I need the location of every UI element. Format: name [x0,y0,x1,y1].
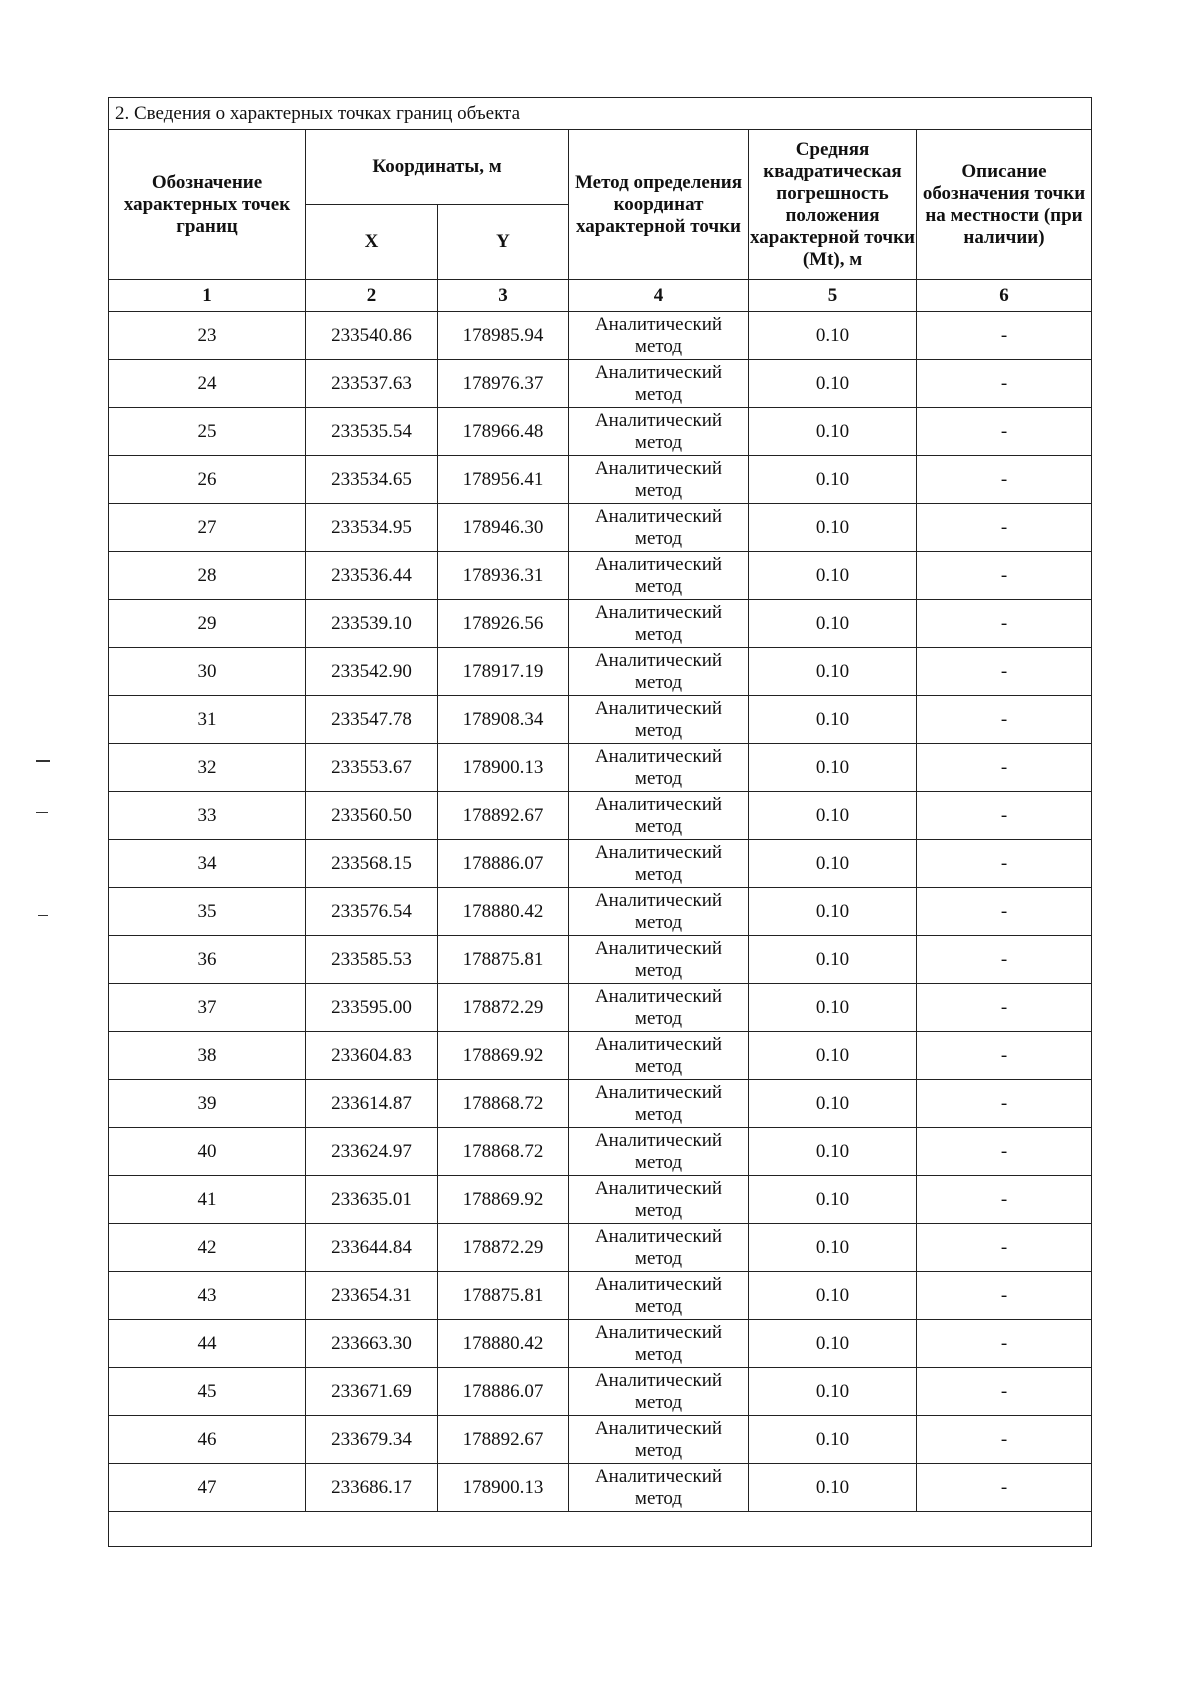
method-line: метод [634,1391,683,1413]
accuracy-cell: 0.10 [749,1320,917,1368]
method-cell [569,456,749,504]
header-method: Метод определения координат характерной точки [569,130,749,280]
method-line: Аналитический [594,745,723,767]
method-cell [569,312,749,360]
method-cell [569,648,749,696]
accuracy-cell: 0.10 [749,312,917,360]
accuracy-cell: 0.10 [749,1368,917,1416]
description-cell: - [917,696,1092,744]
method-line: метод [634,431,683,453]
x-coordinate-cell: 233635.01 [306,1176,438,1224]
empty-cell [109,1512,1092,1547]
description-cell: - [917,1128,1092,1176]
method-line: метод [634,767,683,789]
method-line: Аналитический [594,1225,723,1247]
x-coordinate-cell: 233585.53 [306,936,438,984]
y-coordinate-cell: 178976.37 [438,360,569,408]
x-coordinate-cell: 233542.90 [306,648,438,696]
method-cell [569,744,749,792]
x-coordinate-cell: 233595.00 [306,984,438,1032]
method-line: Аналитический [594,937,723,959]
header-x: X [306,205,438,280]
point-number-cell: 35 [109,888,306,936]
accuracy-cell: 0.10 [749,984,917,1032]
point-number-cell: 30 [109,648,306,696]
y-coordinate-cell: 178872.29 [438,1224,569,1272]
method-cell [569,408,749,456]
method-line: Аналитический [594,601,723,623]
accuracy-cell: 0.10 [749,696,917,744]
point-number-cell: 26 [109,456,306,504]
x-coordinate-cell: 233614.87 [306,1080,438,1128]
y-coordinate-cell: 178900.13 [438,744,569,792]
method-cell [569,1080,749,1128]
method-line: метод [634,1439,683,1461]
method-cell [569,1224,749,1272]
scan-artifact [36,812,48,813]
header-y: Y [438,205,569,280]
method-cell [569,1128,749,1176]
method-line: Аналитический [594,1081,723,1103]
description-cell: - [917,744,1092,792]
method-cell [569,1368,749,1416]
description-cell: - [917,408,1092,456]
method-line: метод [634,815,683,837]
boundary-points-table [108,97,1092,1547]
x-coordinate-cell: 233536.44 [306,552,438,600]
method-line: Аналитический [594,1465,723,1487]
x-coordinate-cell: 233553.67 [306,744,438,792]
point-number-cell: 39 [109,1080,306,1128]
method-line: метод [634,1343,683,1365]
x-coordinate-cell: 233663.30 [306,1320,438,1368]
method-line: метод [634,1103,683,1125]
table-row [109,1128,1092,1176]
description-cell: - [917,600,1092,648]
accuracy-cell: 0.10 [749,408,917,456]
column-number: 6 [917,280,1092,312]
y-coordinate-cell: 178872.29 [438,984,569,1032]
method-line: метод [634,719,683,741]
table-row [109,312,1092,360]
x-coordinate-cell: 233679.34 [306,1416,438,1464]
table-row [109,840,1092,888]
method-line: метод [634,527,683,549]
table-row [109,408,1092,456]
method-line: метод [634,1487,683,1509]
x-coordinate-cell: 233624.97 [306,1128,438,1176]
accuracy-cell: 0.10 [749,648,917,696]
x-coordinate-cell: 233547.78 [306,696,438,744]
accuracy-cell: 0.10 [749,744,917,792]
table-row [109,792,1092,840]
method-line: Аналитический [594,793,723,815]
point-number-cell: 34 [109,840,306,888]
header-designation: Обозначение характерных точек границ [109,130,306,280]
x-coordinate-cell: 233534.95 [306,504,438,552]
y-coordinate-cell: 178985.94 [438,312,569,360]
y-coordinate-cell: 178926.56 [438,600,569,648]
method-cell [569,360,749,408]
method-line: метод [634,911,683,933]
y-coordinate-cell: 178880.42 [438,1320,569,1368]
description-cell: - [917,1464,1092,1512]
table-row [109,504,1092,552]
description-cell: - [917,936,1092,984]
y-coordinate-cell: 178917.19 [438,648,569,696]
method-cell [569,888,749,936]
point-number-cell: 41 [109,1176,306,1224]
description-cell: - [917,1176,1092,1224]
y-coordinate-cell: 178868.72 [438,1080,569,1128]
y-coordinate-cell: 178956.41 [438,456,569,504]
y-coordinate-cell: 178966.48 [438,408,569,456]
method-line: Аналитический [594,1273,723,1295]
table-row [109,1320,1092,1368]
x-coordinate-cell: 233535.54 [306,408,438,456]
method-line: метод [634,1151,683,1173]
table-row [109,1464,1092,1512]
method-cell [569,936,749,984]
description-cell: - [917,504,1092,552]
accuracy-cell: 0.10 [749,360,917,408]
method-line: Аналитический [594,889,723,911]
empty-footer-row [109,1512,1092,1547]
description-cell: - [917,1368,1092,1416]
y-coordinate-cell: 178900.13 [438,1464,569,1512]
column-number: 3 [438,280,569,312]
accuracy-cell: 0.10 [749,1224,917,1272]
accuracy-cell: 0.10 [749,456,917,504]
document-page [108,97,1091,1547]
point-number-cell: 33 [109,792,306,840]
table-row [109,744,1092,792]
accuracy-cell: 0.10 [749,1464,917,1512]
accuracy-cell: 0.10 [749,840,917,888]
accuracy-cell: 0.10 [749,888,917,936]
method-line: Аналитический [594,985,723,1007]
header-description: Описание обозначения точки на местности (при наличии) [917,130,1092,280]
accuracy-cell: 0.10 [749,792,917,840]
method-cell [569,792,749,840]
point-number-cell: 32 [109,744,306,792]
y-coordinate-cell: 178936.31 [438,552,569,600]
point-number-cell: 38 [109,1032,306,1080]
accuracy-cell: 0.10 [749,1176,917,1224]
accuracy-cell: 0.10 [749,1272,917,1320]
column-number: 4 [569,280,749,312]
method-cell [569,1416,749,1464]
method-line: Аналитический [594,313,723,335]
method-line: Аналитический [594,505,723,527]
y-coordinate-cell: 178892.67 [438,1416,569,1464]
point-number-cell: 24 [109,360,306,408]
point-number-cell: 44 [109,1320,306,1368]
accuracy-cell: 0.10 [749,1128,917,1176]
table-row [109,456,1092,504]
point-number-cell: 29 [109,600,306,648]
table-row [109,984,1092,1032]
description-cell: - [917,1416,1092,1464]
method-cell [569,1320,749,1368]
method-line: метод [634,383,683,405]
method-line: метод [634,335,683,357]
table-row [109,1368,1092,1416]
method-line: метод [634,1295,683,1317]
table-row [109,696,1092,744]
x-coordinate-cell: 233671.69 [306,1368,438,1416]
method-cell [569,1272,749,1320]
method-line: метод [634,863,683,885]
accuracy-cell: 0.10 [749,1032,917,1080]
description-cell: - [917,984,1092,1032]
table-row [109,648,1092,696]
x-coordinate-cell: 233537.63 [306,360,438,408]
method-line: Аналитический [594,361,723,383]
point-number-cell: 23 [109,312,306,360]
method-line: метод [634,623,683,645]
y-coordinate-cell: 178869.92 [438,1176,569,1224]
y-coordinate-cell: 178875.81 [438,936,569,984]
description-cell: - [917,1032,1092,1080]
y-coordinate-cell: 178869.92 [438,1032,569,1080]
method-line: метод [634,1055,683,1077]
table-row [109,1272,1092,1320]
method-line: Аналитический [594,409,723,431]
y-coordinate-cell: 178908.34 [438,696,569,744]
accuracy-cell: 0.10 [749,1080,917,1128]
description-cell: - [917,1272,1092,1320]
x-coordinate-cell: 233560.50 [306,792,438,840]
table-row [109,888,1092,936]
table-row [109,1032,1092,1080]
method-line: Аналитический [594,697,723,719]
point-number-cell: 40 [109,1128,306,1176]
method-line: метод [634,1247,683,1269]
point-number-cell: 47 [109,1464,306,1512]
x-coordinate-cell: 233686.17 [306,1464,438,1512]
point-number-cell: 25 [109,408,306,456]
y-coordinate-cell: 178886.07 [438,840,569,888]
point-number-cell: 36 [109,936,306,984]
method-cell [569,600,749,648]
x-coordinate-cell: 233654.31 [306,1272,438,1320]
column-number: 1 [109,280,306,312]
y-coordinate-cell: 178886.07 [438,1368,569,1416]
point-number-cell: 28 [109,552,306,600]
accuracy-cell: 0.10 [749,552,917,600]
accuracy-cell: 0.10 [749,600,917,648]
scan-artifact [38,915,48,916]
point-number-cell: 37 [109,984,306,1032]
point-number-cell: 42 [109,1224,306,1272]
description-cell: - [917,456,1092,504]
y-coordinate-cell: 178892.67 [438,792,569,840]
method-line: Аналитический [594,553,723,575]
x-coordinate-cell: 233534.65 [306,456,438,504]
method-line: метод [634,671,683,693]
header-coordinates: Координаты, м [306,130,569,205]
method-line: метод [634,1199,683,1221]
column-number: 5 [749,280,917,312]
x-coordinate-cell: 233540.86 [306,312,438,360]
method-cell [569,552,749,600]
table-row [109,1224,1092,1272]
x-coordinate-cell: 233644.84 [306,1224,438,1272]
method-line: Аналитический [594,1129,723,1151]
point-number-cell: 27 [109,504,306,552]
method-cell [569,696,749,744]
x-coordinate-cell: 233568.15 [306,840,438,888]
y-coordinate-cell: 178946.30 [438,504,569,552]
x-coordinate-cell: 233576.54 [306,888,438,936]
method-cell [569,984,749,1032]
table-row [109,1176,1092,1224]
accuracy-cell: 0.10 [749,936,917,984]
table-body [109,312,1092,1512]
x-coordinate-cell: 233539.10 [306,600,438,648]
point-number-cell: 31 [109,696,306,744]
table-row [109,1416,1092,1464]
point-number-cell: 46 [109,1416,306,1464]
method-line: Аналитический [594,1033,723,1055]
method-cell [569,840,749,888]
method-line: Аналитический [594,1177,723,1199]
method-line: метод [634,959,683,981]
method-line: Аналитический [594,841,723,863]
method-line: Аналитический [594,1369,723,1391]
method-line: метод [634,1007,683,1029]
method-line: Аналитический [594,1321,723,1343]
table-row [109,1080,1092,1128]
method-cell [569,504,749,552]
description-cell: - [917,840,1092,888]
header-accuracy: Средняя квадратическая погрешность положения характерной точки (Mt), м [749,130,917,280]
method-cell [569,1464,749,1512]
scan-artifact [36,760,50,762]
description-cell: - [917,312,1092,360]
method-line: Аналитический [594,1417,723,1439]
description-cell: - [917,1080,1092,1128]
table-row [109,600,1092,648]
description-cell: - [917,360,1092,408]
column-number: 2 [306,280,438,312]
accuracy-cell: 0.10 [749,504,917,552]
method-line: Аналитический [594,457,723,479]
method-cell [569,1032,749,1080]
table-row [109,552,1092,600]
description-cell: - [917,552,1092,600]
section-title: 2. Сведения о характерных точках границ объекта [109,98,1092,130]
method-cell [569,1176,749,1224]
y-coordinate-cell: 178875.81 [438,1272,569,1320]
description-cell: - [917,1224,1092,1272]
description-cell: - [917,792,1092,840]
description-cell: - [917,648,1092,696]
x-coordinate-cell: 233604.83 [306,1032,438,1080]
method-line: метод [634,575,683,597]
point-number-cell: 45 [109,1368,306,1416]
method-line: метод [634,479,683,501]
y-coordinate-cell: 178868.72 [438,1128,569,1176]
point-number-cell: 43 [109,1272,306,1320]
description-cell: - [917,1320,1092,1368]
method-line: Аналитический [594,649,723,671]
accuracy-cell: 0.10 [749,1416,917,1464]
table-row [109,936,1092,984]
y-coordinate-cell: 178880.42 [438,888,569,936]
table-row [109,360,1092,408]
description-cell: - [917,888,1092,936]
